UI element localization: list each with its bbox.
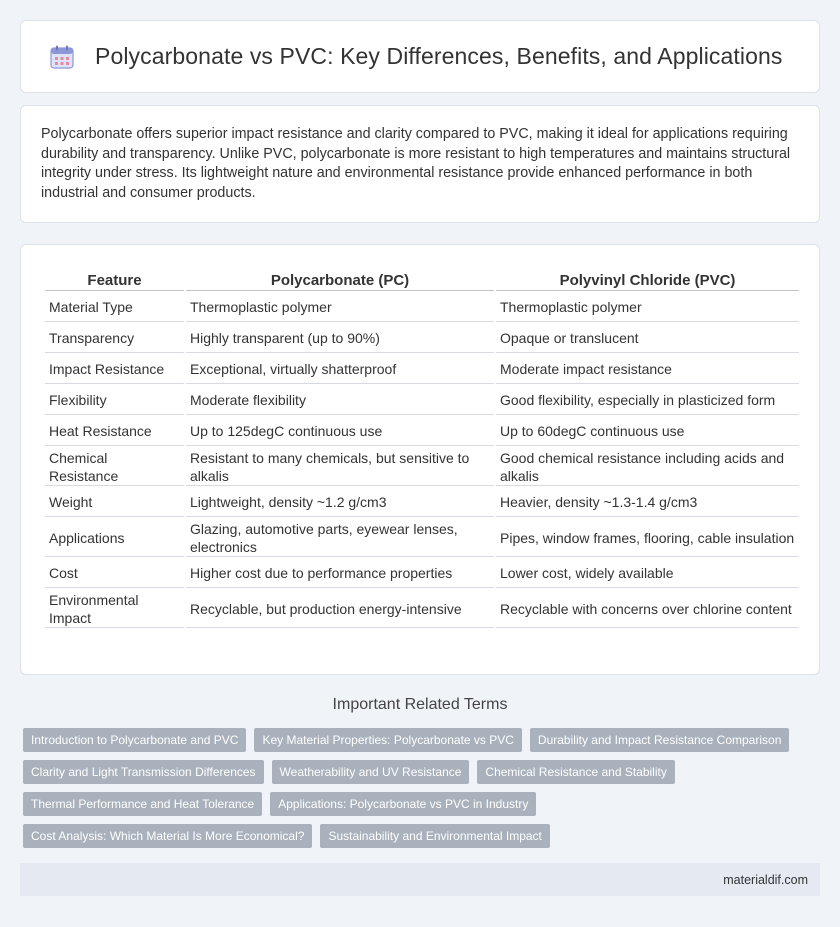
- pvc-cell: Good chemical resistance including acids and alkalis: [496, 448, 799, 486]
- table-row: [45, 519, 799, 557]
- related-tag[interactable]: Key Material Properties: Polycarbonate vs PVC: [254, 728, 521, 752]
- table-row: [45, 355, 799, 384]
- pc-cell: Highly transparent (up to 90%): [186, 324, 494, 353]
- table-row: [45, 448, 799, 486]
- table-row: [45, 488, 799, 517]
- intro-card: [20, 105, 820, 223]
- related-tag[interactable]: Thermal Performance and Heat Tolerance: [23, 792, 262, 816]
- header-card: [20, 20, 820, 93]
- related-tag[interactable]: Chemical Resistance and Stability: [477, 760, 674, 784]
- pc-cell: Resistant to many chemicals, but sensitive to alkalis: [186, 448, 494, 486]
- feature-cell: Transparency: [45, 324, 184, 353]
- pc-cell: Glazing, automotive parts, eyewear lenses, electronics: [186, 519, 494, 557]
- pvc-cell: Up to 60degC continuous use: [496, 417, 799, 446]
- related-tag[interactable]: Weatherability and UV Resistance: [272, 760, 470, 784]
- feature-cell: Impact Resistance: [45, 355, 184, 384]
- header-pvc: Polyvinyl Chloride (PVC): [496, 265, 799, 291]
- pc-cell: Moderate flexibility: [186, 386, 494, 415]
- calendar-icon: [49, 44, 75, 70]
- feature-cell: Weight: [45, 488, 184, 517]
- comparison-table: [43, 263, 801, 630]
- footer-site-link[interactable]: materialdif.com: [723, 872, 808, 887]
- table-row: [45, 386, 799, 415]
- feature-cell: Heat Resistance: [45, 417, 184, 446]
- related-tag[interactable]: Clarity and Light Transmission Differences: [23, 760, 264, 784]
- pc-cell: Higher cost due to performance properties: [186, 559, 494, 588]
- comparison-table-card: [20, 244, 820, 675]
- pvc-cell: Good flexibility, especially in plasticized form: [496, 386, 799, 415]
- pc-cell: Recyclable, but production energy-intensive: [186, 590, 494, 628]
- table-header-row: [45, 265, 799, 291]
- pvc-cell: Lower cost, widely available: [496, 559, 799, 588]
- related-tag[interactable]: Introduction to Polycarbonate and PVC: [23, 728, 246, 752]
- feature-cell: Applications: [45, 519, 184, 557]
- related-tag[interactable]: Durability and Impact Resistance Comparison: [530, 728, 789, 752]
- pvc-cell: Recyclable with concerns over chlorine content: [496, 590, 799, 628]
- related-tag[interactable]: Applications: Polycarbonate vs PVC in Industry: [270, 792, 536, 816]
- table-row: [45, 590, 799, 628]
- pvc-cell: Moderate impact resistance: [496, 355, 799, 384]
- header-polycarbonate: Polycarbonate (PC): [186, 265, 494, 291]
- pvc-cell: Pipes, window frames, flooring, cable insulation: [496, 519, 799, 557]
- table-row: [45, 417, 799, 446]
- pc-cell: Lightweight, density ~1.2 g/cm3: [186, 488, 494, 517]
- pvc-cell: Opaque or translucent: [496, 324, 799, 353]
- footer: [20, 863, 820, 896]
- feature-cell: Cost: [45, 559, 184, 588]
- page-title: Polycarbonate vs PVC: Key Differences, Benefits, and Applications: [95, 43, 783, 69]
- table-row: [45, 293, 799, 322]
- pvc-cell: Heavier, density ~1.3-1.4 g/cm3: [496, 488, 799, 517]
- pvc-cell: Thermoplastic polymer: [496, 293, 799, 322]
- related-terms-title: Important Related Terms: [332, 696, 508, 713]
- feature-cell: Environmental Impact: [45, 590, 184, 628]
- related-tag[interactable]: Sustainability and Environmental Impact: [320, 824, 549, 848]
- pc-cell: Thermoplastic polymer: [186, 293, 494, 322]
- feature-cell: Flexibility: [45, 386, 184, 415]
- feature-cell: Material Type: [45, 293, 184, 322]
- related-tag[interactable]: Cost Analysis: Which Material Is More Economical?: [23, 824, 312, 848]
- related-terms-list: [23, 728, 823, 856]
- table-row: [45, 559, 799, 588]
- header-feature: Feature: [45, 265, 184, 291]
- pc-cell: Up to 125degC continuous use: [186, 417, 494, 446]
- table-row: [45, 324, 799, 353]
- feature-cell: Chemical Resistance: [45, 448, 184, 486]
- intro-paragraph: Polycarbonate offers superior impact resistance and clarity compared to PVC, making it ideal for applications requiring durability and transparency. Unlike PVC, polycarbonate is more resistant to high temperatures and maintains structural integrity under stress. Its lightweight nature and environmental resistance provide enhanced performance in both industrial and consumer products.: [41, 126, 791, 201]
- pc-cell: Exceptional, virtually shatterproof: [186, 355, 494, 384]
